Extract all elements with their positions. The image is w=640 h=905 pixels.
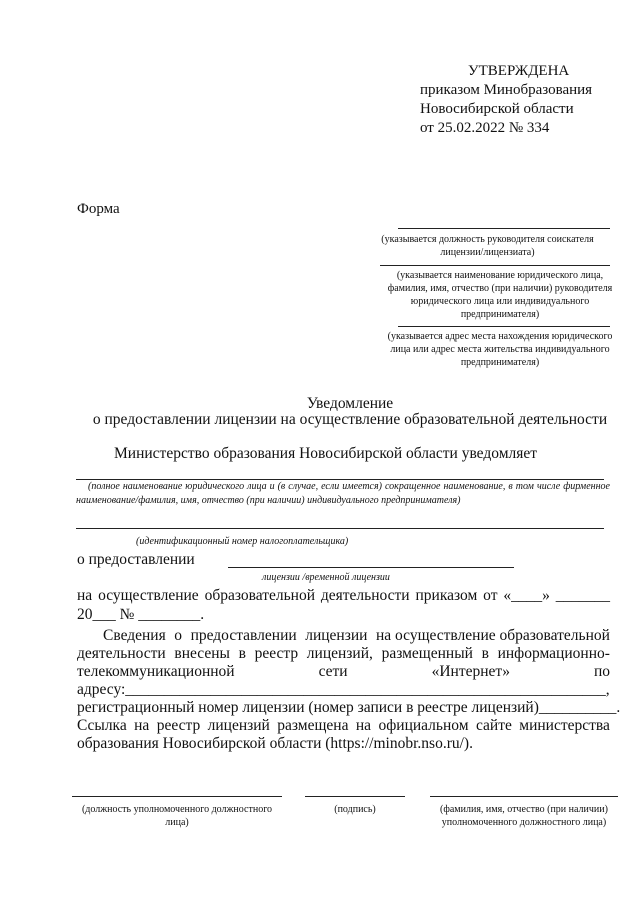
para-word: размещена [277, 717, 349, 734]
para-word: телекоммуникационной [77, 663, 235, 680]
approval-line-3: от 25.02.2022 № 334 [420, 120, 550, 136]
para-word: реестр [156, 717, 201, 734]
full-name-hint: (полное наименование юридического лица и (в случае, если имеется) сокращенное наименование, в том числе фирменное наименование/фамилия, имя, отчество (при наличии) индивидуального предпринимателя) [76, 481, 610, 506]
para-word: на осуществление образовательной [375, 627, 610, 644]
para-word: сайте [475, 717, 512, 734]
name-caption: (фамилия, имя, отчество (при наличии) уполномоченного должностного лица) [440, 804, 608, 828]
addressee-name-hint: (указывается наименование юридического лица, фамилия, имя, отчество (при наличии) руководителя юридического лица или индивидуального предпринимателя) [387, 270, 613, 320]
addressee-position-line [398, 228, 610, 229]
para-word: размещенный [381, 645, 473, 662]
para-word: лицензий, [306, 645, 373, 662]
addressee-position-hint: (указывается должность руководителя соискателя лицензии/лицензиата) [381, 234, 594, 258]
para-line-1 [103, 627, 610, 645]
order-word: образовательной [204, 587, 315, 604]
order-word: на [77, 587, 93, 604]
approval-line-1: приказом Минобразования [420, 82, 593, 98]
order-word: «____» [503, 587, 550, 604]
para-line-6 [77, 717, 610, 735]
approval-line-2: Новосибирской области [420, 101, 574, 117]
license-type-hint: лицензии /временной лицензии [262, 572, 390, 583]
para-word: в [481, 645, 489, 662]
position-signature-line [72, 796, 282, 797]
para-word: лицензии [305, 627, 368, 644]
para-word: сети [318, 663, 348, 680]
para-line-3 [77, 663, 610, 681]
para-word: на [355, 717, 372, 734]
inn-line [76, 528, 604, 529]
para-word: в [238, 645, 246, 662]
order-word: от [483, 587, 498, 604]
para-word: лицензий [207, 717, 270, 734]
position-caption: (должность уполномоченного должностного лица) [81, 804, 273, 828]
form-label: Форма [77, 201, 120, 217]
provision-label: о предоставлении [77, 551, 195, 568]
notice-title: Уведомление [306, 395, 394, 412]
para-word: министерства [519, 717, 610, 734]
order-word: приказом [415, 587, 478, 604]
para-line-2 [77, 645, 610, 663]
addressee-address-hint: (указывается адрес места нахождения юридического лица или адрес места жительства индивидуального предпринимателя) [387, 331, 613, 368]
approval-block [420, 62, 630, 138]
inn-hint: (идентификационный номер налогоплательщика) [136, 536, 349, 547]
approval-title: УТВЕРЖДЕНА [468, 63, 570, 79]
order-word: деятельности [320, 587, 410, 604]
name-signature-line [430, 796, 618, 797]
para-word: внесены [174, 645, 230, 662]
para-word: реестр [254, 645, 299, 662]
notice-subtitle: о предоставлении лицензии на осуществление образовательной деятельности [92, 411, 608, 428]
para-line-4: адресу:______________________________________________________________, [77, 681, 610, 698]
para-word: деятельности [77, 645, 166, 662]
para-word: Сведения [103, 627, 166, 644]
signature-caption: (подпись) [334, 804, 376, 815]
para-line-7: образования Новосибирской области (https://minobr.nso.ru/). [77, 735, 473, 752]
order-line [77, 587, 610, 605]
para-word: по [593, 663, 610, 680]
addressee-name-line [380, 265, 610, 266]
para-word: Ссылка [77, 717, 127, 734]
order-word: осуществление [98, 587, 199, 604]
order-word: _______ [555, 587, 610, 604]
order-number-line: 20___ № ________. [77, 606, 205, 623]
para-line-5: регистрационный номер лицензии (номер записи в реестре лицензий)__________. [77, 699, 621, 716]
para-word: о [174, 627, 183, 644]
para-word: официальном [378, 717, 469, 734]
para-word: информационно- [497, 645, 610, 662]
addressee-address-line [398, 326, 610, 327]
para-word: «Интернет» [431, 663, 510, 680]
para-word: на [134, 717, 150, 734]
para-word: предоставлении [190, 627, 297, 644]
signature-line [305, 796, 405, 797]
license-type-line [228, 567, 514, 568]
ministry-line: Министерство образования Новосибирской области уведомляет [114, 445, 538, 462]
